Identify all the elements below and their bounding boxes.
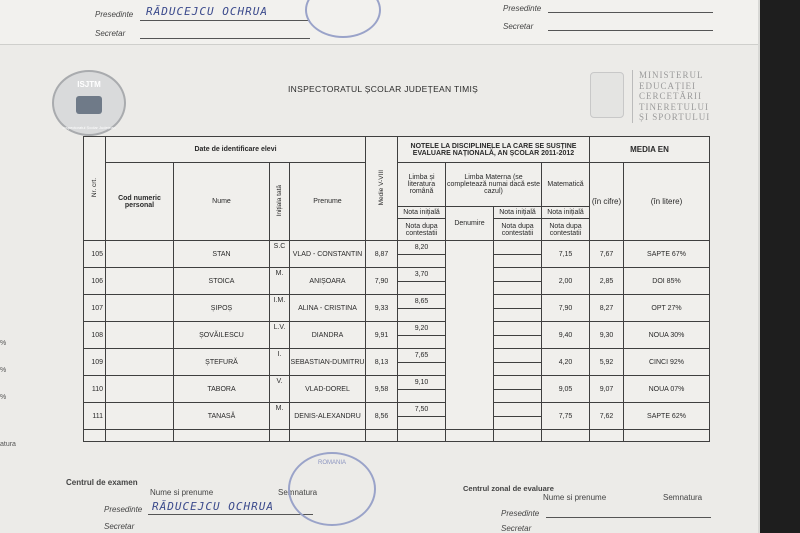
row-prenume: VLAD - CONSTANTIN xyxy=(290,241,366,268)
row-materna-contestatii xyxy=(494,363,542,376)
ministry-name: MINISTERUL EDUCAȚIEI CERCETĂRII TINERETULUI ȘI SPORTULUI xyxy=(632,70,710,123)
row-prenume: ANIȘOARA xyxy=(290,268,366,295)
row-romana-initiala: 9,20 xyxy=(398,322,446,336)
previous-sheet xyxy=(0,0,760,45)
col-nr: Nr. crt. xyxy=(84,137,106,241)
row-romana-contestatii xyxy=(398,336,446,349)
row-materna-contestatii xyxy=(494,309,542,322)
row-nume: STOICA xyxy=(174,268,270,295)
footer-centru-zonal: Centrul zonal de evaluare xyxy=(463,484,554,493)
table-row xyxy=(84,295,710,309)
row-romana-initiala: 3,70 xyxy=(398,268,446,282)
row-materna-contestatii xyxy=(494,282,542,295)
row-materna-contestatii xyxy=(494,336,542,349)
footer-right-presedinte-line xyxy=(546,517,711,518)
col-nume: Nume xyxy=(174,163,270,241)
row-litere: NOUA 30% xyxy=(624,322,710,349)
grades-table xyxy=(83,136,710,442)
row-romana-contestatii xyxy=(398,363,446,376)
row-initiala: S.C xyxy=(270,241,290,268)
col-initiala: Inițiala tată xyxy=(270,163,290,241)
materna-nota-contestatii: Nota dupa contestatii xyxy=(494,219,542,241)
row-medie: 9,91 xyxy=(366,322,398,349)
row-materna-initiala xyxy=(494,403,542,417)
mate-nota-initiala: Nota inițială xyxy=(542,207,590,219)
row-romana-initiala: 7,50 xyxy=(398,403,446,417)
row-nr: 108 xyxy=(84,322,106,349)
col-medie: Medie V-VIII xyxy=(366,137,398,241)
row-cifre: 7,62 xyxy=(590,403,624,430)
col-denumire: Denumire xyxy=(446,207,494,241)
row-litere: NOUA 07% xyxy=(624,376,710,403)
row-cifre: 7,67 xyxy=(590,241,624,268)
ministry-crest-icon xyxy=(590,72,624,118)
row-initiala: I.M. xyxy=(270,295,290,322)
top-presedinte-line xyxy=(140,20,310,21)
row-litere: DOI 85% xyxy=(624,268,710,295)
row-initiala: I. xyxy=(270,349,290,376)
row-materna-initiala xyxy=(494,268,542,282)
row-romana-initiala: 8,65 xyxy=(398,295,446,309)
left-margin-marks: % % % atura xyxy=(0,340,16,448)
row-nr: 106 xyxy=(84,268,106,295)
col-materna: Limba Materna (se completează numai dacă este cazul) xyxy=(446,163,542,207)
footer-right-secretar: Secretar xyxy=(501,524,532,533)
col-prenume: Prenume xyxy=(290,163,366,241)
row-mate: 7,15 xyxy=(542,241,590,268)
top-presedinte-label: Presedinte xyxy=(95,10,134,19)
row-initiala: L.V. xyxy=(270,322,290,349)
row-materna-contestatii xyxy=(494,390,542,403)
row-litere: SAPTE 62% xyxy=(624,403,710,430)
footer-centru-examen: Centrul de examen xyxy=(66,478,138,487)
row-litere: CINCI 92% xyxy=(624,349,710,376)
row-romana-initiala: 9,10 xyxy=(398,376,446,390)
row-cnp xyxy=(106,268,174,295)
row-cifre: 8,27 xyxy=(590,295,624,322)
romana-nota-initiala: Nota inițială xyxy=(398,207,446,219)
row-cnp xyxy=(106,322,174,349)
row-cnp xyxy=(106,241,174,268)
row-nr: 111 xyxy=(84,403,106,430)
col-litere: (în litere) xyxy=(624,163,710,241)
row-materna-initiala xyxy=(494,241,542,255)
row-romana-contestatii xyxy=(398,417,446,430)
table-empty-row xyxy=(84,430,710,442)
group-note: NOTELE LA DISCIPLINELE LA CARE SE SUSȚINE EVALUARE NAȚIONALĂ, AN ȘCOLAR 2011-2012 xyxy=(398,137,590,163)
background-edge xyxy=(760,0,800,533)
row-nume: ȘOVĂILESCU xyxy=(174,322,270,349)
footer-right-presedinte: Presedinte xyxy=(501,509,540,518)
footer-left-col-semnatura: Semnatura xyxy=(278,488,318,497)
top-right-secretar-line xyxy=(548,30,713,31)
row-nr: 110 xyxy=(84,376,106,403)
row-romana-contestatii xyxy=(398,309,446,322)
row-cnp xyxy=(106,376,174,403)
row-materna-contestatii xyxy=(494,417,542,430)
row-litere: OPT 27% xyxy=(624,295,710,322)
row-cnp xyxy=(106,349,174,376)
row-romana-contestatii xyxy=(398,390,446,403)
row-nume: TANASĂ xyxy=(174,403,270,430)
footer-signature: RĂDUCEJCU OCHRUA xyxy=(152,500,274,513)
top-right-presedinte-line xyxy=(548,12,713,13)
logo-ring-text: Inspectoratul Școlar Județean xyxy=(62,125,116,130)
footer-left-presedinte: Presedinte xyxy=(104,505,143,514)
row-initiala: M. xyxy=(270,403,290,430)
row-mate: 4,20 xyxy=(542,349,590,376)
group-identificare: Date de identificare elevi xyxy=(106,137,366,163)
footer-left-secretar: Secretar xyxy=(104,522,135,531)
row-cifre: 5,92 xyxy=(590,349,624,376)
row-romana-contestatii xyxy=(398,255,446,268)
row-cnp xyxy=(106,295,174,322)
row-mate: 9,05 xyxy=(542,376,590,403)
row-materna-initiala xyxy=(494,295,542,309)
book-icon xyxy=(76,96,102,114)
row-medie: 7,90 xyxy=(366,268,398,295)
row-prenume: VLAD-DOREL xyxy=(290,376,366,403)
footer-left-presedinte-line xyxy=(148,514,313,515)
row-nume: ȘIPOȘ xyxy=(174,295,270,322)
row-materna-initiala xyxy=(494,322,542,336)
top-secretar-label: Secretar xyxy=(95,29,126,38)
row-medie: 8,13 xyxy=(366,349,398,376)
romana-nota-contestatii: Nota dupa contestatii xyxy=(398,219,446,241)
footer-stamp: ROMANIA xyxy=(288,452,376,526)
row-prenume: ALINA - CRISTINA xyxy=(290,295,366,322)
top-signature: RĂDUCEJCU OCHRUA xyxy=(146,5,268,18)
table-row xyxy=(84,403,710,417)
top-right-secretar-label: Secretar xyxy=(503,22,534,31)
row-prenume: SEBASTIAN-DUMITRU xyxy=(290,349,366,376)
table-row xyxy=(84,376,710,390)
row-initiala: M. xyxy=(270,268,290,295)
row-nume: ȘTEFURĂ xyxy=(174,349,270,376)
row-initiala: V. xyxy=(270,376,290,403)
row-medie: 8,56 xyxy=(366,403,398,430)
row-materna-initiala xyxy=(494,349,542,363)
row-romana-contestatii xyxy=(398,282,446,295)
table-row xyxy=(84,322,710,336)
footer-right-col-nume: Nume si prenume xyxy=(543,493,607,502)
row-cifre: 9,07 xyxy=(590,376,624,403)
table-row xyxy=(84,241,710,255)
inspectorate-title: INSPECTORATUL ȘCOLAR JUDEȚEAN TIMIȘ xyxy=(288,84,479,94)
mate-nota-contestatii: Nota dupa contestatii xyxy=(542,219,590,241)
row-cifre: 2,85 xyxy=(590,268,624,295)
logo-text: ISJTM xyxy=(77,80,101,89)
row-medie: 9,58 xyxy=(366,376,398,403)
isjtm-logo xyxy=(52,70,126,136)
row-cifre: 9,30 xyxy=(590,322,624,349)
col-mate: Matematică xyxy=(542,163,590,207)
group-media: MEDIA EN xyxy=(590,137,710,163)
row-prenume: DIANDRA xyxy=(290,322,366,349)
top-stamp xyxy=(305,0,381,38)
row-nume: STAN xyxy=(174,241,270,268)
row-prenume: DENIS-ALEXANDRU xyxy=(290,403,366,430)
row-romana-initiala: 7,65 xyxy=(398,349,446,363)
table-row xyxy=(84,268,710,282)
col-cifre: (în cifre) xyxy=(590,163,624,241)
footer-left-col-nume: Nume si prenume xyxy=(150,488,214,497)
row-mate: 7,90 xyxy=(542,295,590,322)
top-secretar-line xyxy=(140,38,310,39)
footer-right-col-semnatura: Semnatura xyxy=(663,493,703,502)
row-cnp xyxy=(106,403,174,430)
table-row xyxy=(84,349,710,363)
col-romana: Limba și literatura română xyxy=(398,163,446,207)
row-romana-initiala: 8,20 xyxy=(398,241,446,255)
row-nr: 105 xyxy=(84,241,106,268)
row-nr: 109 xyxy=(84,349,106,376)
row-mate: 2,00 xyxy=(542,268,590,295)
top-right-presedinte-label: Presedinte xyxy=(503,4,542,13)
row-denumire xyxy=(446,241,494,430)
row-materna-contestatii xyxy=(494,255,542,268)
row-mate: 9,40 xyxy=(542,322,590,349)
row-materna-initiala xyxy=(494,376,542,390)
row-litere: SAPTE 67% xyxy=(624,241,710,268)
row-nume: TABORA xyxy=(174,376,270,403)
col-cnp: Cod numeric personal xyxy=(106,163,174,241)
row-mate: 7,75 xyxy=(542,403,590,430)
row-nr: 107 xyxy=(84,295,106,322)
row-medie: 8,87 xyxy=(366,241,398,268)
row-medie: 9,33 xyxy=(366,295,398,322)
materna-nota-initiala: Nota inițială xyxy=(494,207,542,219)
